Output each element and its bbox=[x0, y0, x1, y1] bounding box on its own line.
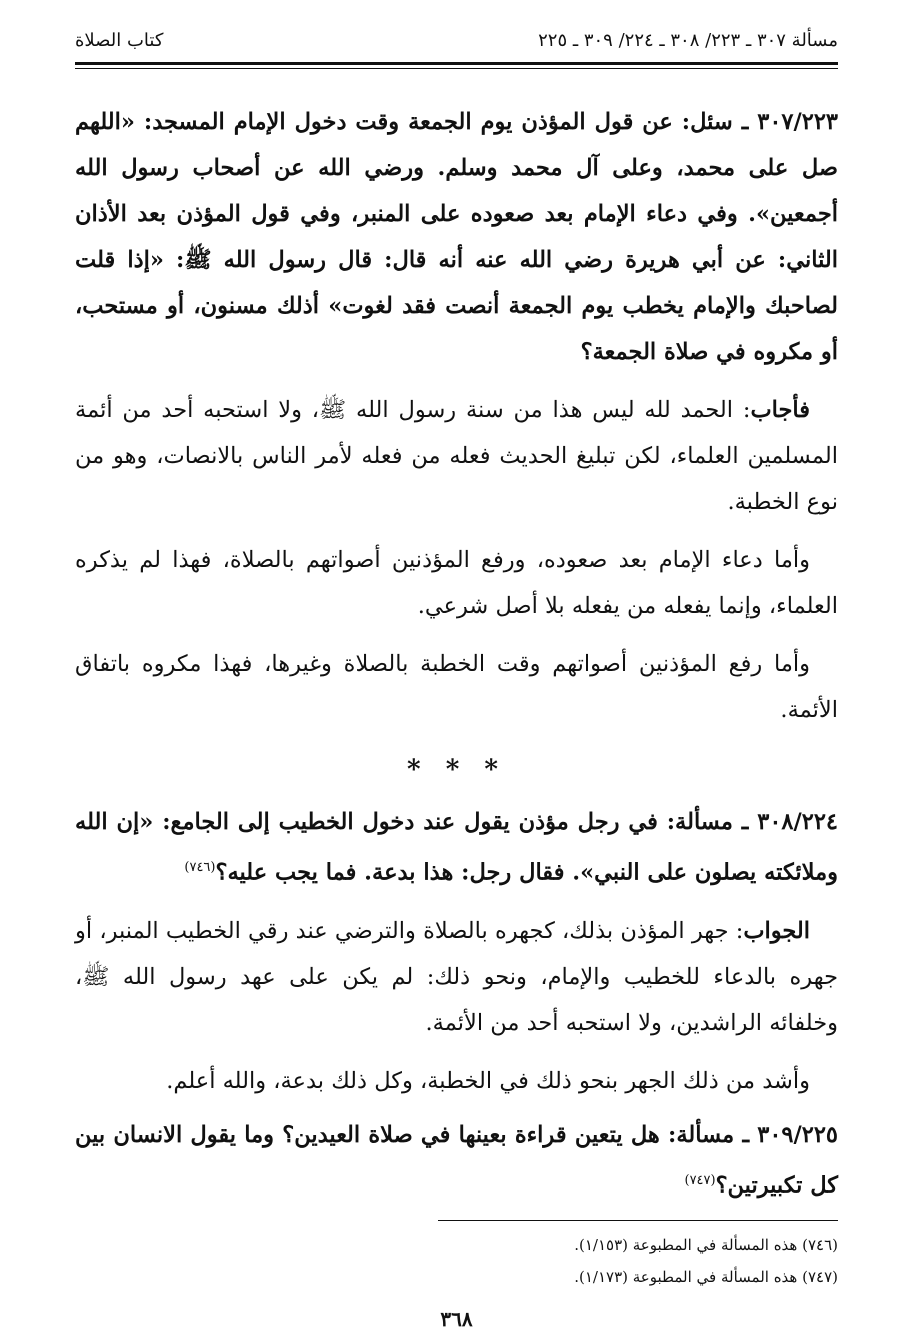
page-number: ٣٦٨ bbox=[440, 1307, 473, 1331]
header-issue-numbers: مسألة ٣٠٧ ـ ٢٢٣/ ٣٠٨ ـ ٢٢٤/ ٣٠٩ ـ ٢٢٥ bbox=[538, 30, 838, 51]
footnote-746: (٧٤٦) هذه المسألة في المطبوعة (١/١٥٣). bbox=[574, 1236, 838, 1254]
answer-text: : جهر المؤذن بذلك، كجهره بالصلاة والترضي عند رقي الخطيب المنبر، أو جهره بالدعاء للخطيب والإمام، ونحو ذلك: لم يكن على عهد رسول الله ﷺ، وخلفائه الراشدين، ولا استحبه أحد من الأئمة. bbox=[75, 917, 838, 1036]
answer-307-paragraph-1 bbox=[75, 387, 838, 525]
header-rule-thin bbox=[75, 68, 838, 69]
page-body bbox=[75, 99, 838, 1331]
footnotes bbox=[438, 1220, 838, 1293]
question-number: ٣٠٨/٢٢٤ bbox=[757, 809, 838, 835]
section-separator: * * * bbox=[407, 755, 506, 785]
footnote-747: (٧٤٧) هذه المسألة في المطبوعة (١/١٧٣). bbox=[574, 1268, 838, 1286]
footnote-ref-747: (٧٤٧) bbox=[684, 1172, 716, 1188]
question-text: ـ مسألة: في رجل مؤذن يقول عند دخول الخطيب إلى الجامع: «إن الله وملائكته يصلون على النبي». فقال رجل: هذا بدعة. فما يجب عليه؟ bbox=[75, 809, 838, 886]
running-header bbox=[75, 30, 838, 60]
answer-307-paragraph-2: وأما دعاء الإمام بعد صعوده، ورفع المؤذنين أصواتهم بالصلاة، فهذا لم يذكره العلماء، وإنما يفعله من يفعله بلا أصل شرعي. bbox=[75, 547, 838, 619]
question-308 bbox=[75, 799, 838, 896]
answer-text: : الحمد لله ليس هذا من سنة رسول الله ﷺ، ولا استحبه أحد من أئمة المسلمين العلماء، لكن تبليغ الحديث فعله من فعله لأمر الناس بالانصات، وهو من نوع الخطبة. bbox=[75, 397, 838, 515]
answer-307-paragraph-3: وأما رفع المؤذنين أصواتهم وقت الخطبة بالصلاة وغيرها، فهذا مكروه باتفاق الأئمة. bbox=[75, 651, 838, 723]
answer-308-paragraph-1 bbox=[75, 908, 838, 1046]
book-page bbox=[75, 30, 838, 1331]
question-307 bbox=[75, 99, 838, 375]
header-rule-thick bbox=[75, 62, 838, 65]
question-text: ـ مسألة: هل يتعين قراءة بعينها في صلاة العيدين؟ وما يقول الانسان بين كل تكبيرتين؟ bbox=[75, 1121, 838, 1198]
header-chapter-title: كتاب الصلاة bbox=[75, 30, 164, 51]
footnote-ref-746: (٧٤٦) bbox=[184, 860, 216, 875]
answer-lead: الجواب bbox=[743, 917, 810, 944]
answer-lead: فأجاب bbox=[750, 397, 810, 423]
answer-308-paragraph-2: وأشد من ذلك الجهر بنحو ذلك في الخطبة، وكل ذلك بدعة، والله أعلم. bbox=[166, 1067, 810, 1094]
question-309 bbox=[75, 1112, 838, 1209]
question-text: ـ سئل: عن قول المؤذن يوم الجمعة وقت دخول الإمام المسجد: «اللهم صل على محمد، وعلى آل محمد وسلم. ورضي الله عن أصحاب رسول الله أجمعين». وفي دعاء الإمام بعد صعوده على المنبر، وفي قول المؤذن بعد الأذان الثاني: عن أبي هريرة رضي الله عنه أنه قال: قال رسول الله ﷺ: «إذا قلت لصاحبك والإمام يخطب يوم الجمعة أنصت فقد لغوت» أذلك مسنون، أو مستحب، أو مكروه في صلاة الجمعة؟ bbox=[75, 109, 838, 365]
question-number: ٣٠٩/٢٢٥ bbox=[757, 1121, 838, 1148]
question-number: ٣٠٧/٢٢٣ bbox=[757, 109, 838, 135]
